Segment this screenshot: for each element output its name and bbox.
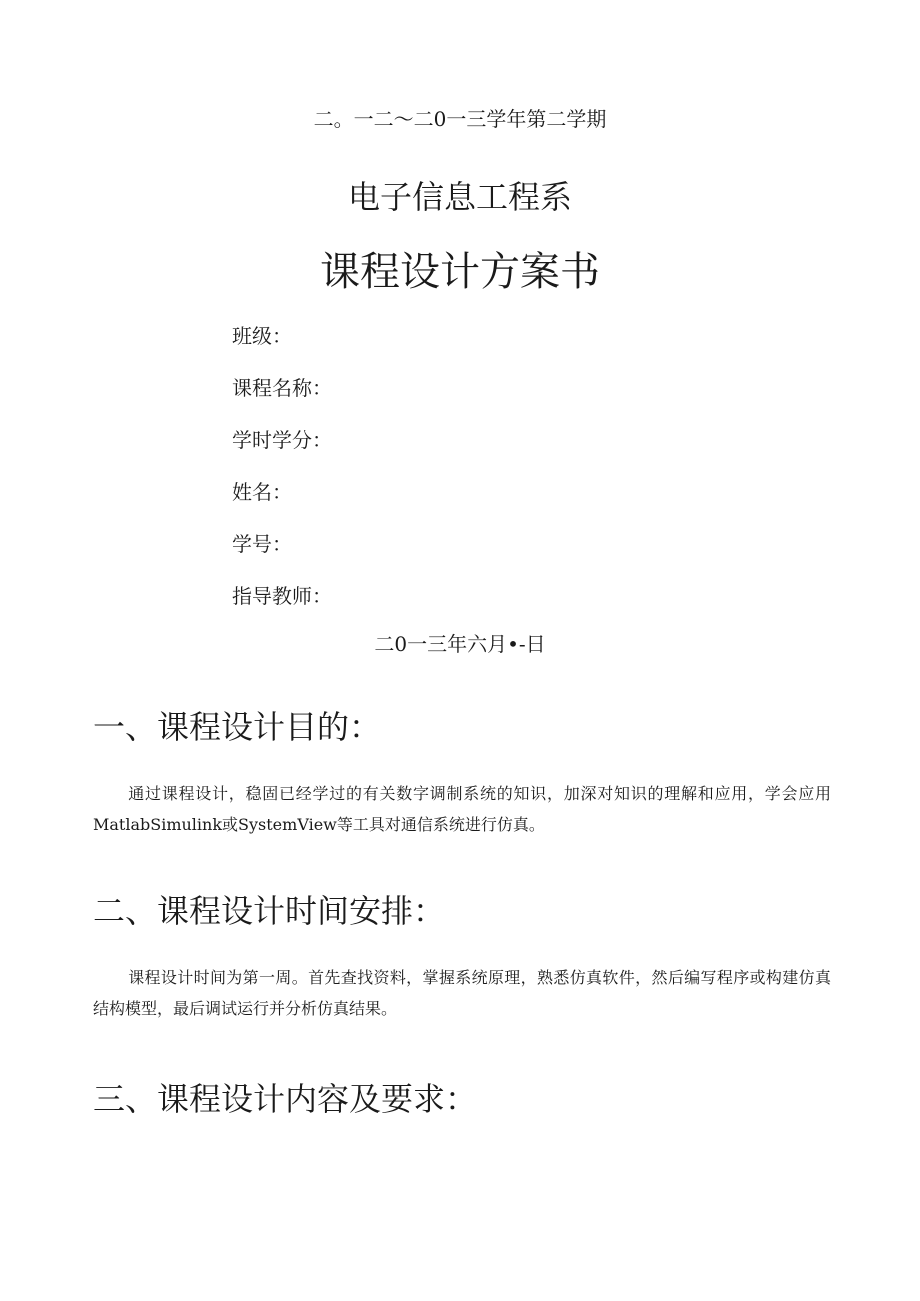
section-heading-purpose: 一、课程设计目的：	[93, 708, 382, 746]
term-line: 二。一二～二0一三学年第二学期	[313, 107, 607, 131]
document-date: 二0一三年六月•-日	[374, 632, 546, 656]
course-name-field-label: 课程名称：	[232, 376, 332, 400]
section-heading-content: 三、课程设计内容及要求：	[93, 1080, 478, 1118]
advisor-field-label: 指导教师：	[232, 584, 332, 608]
section-body-schedule: 课程设计时间为第一周。首先查找资料，掌握系统原理，熟悉仿真软件，然后编写程序或构建仿真结构模型，最后调试运行并分析仿真结果。	[93, 968, 831, 1018]
student-id-field-label: 学号：	[232, 532, 292, 556]
document-title: 课程设计方案书	[320, 249, 600, 295]
class-field-label: 班级：	[232, 324, 292, 348]
section-body-purpose: 通过课程设计，稳固已经学过的有关数字调制系统的知识，加深对知识的理解和应用，学会应用MatlabSimulink或SystemView等工具对通信系统进行仿真。	[93, 784, 831, 834]
credit-hours-field-label: 学时学分：	[232, 428, 332, 452]
section-heading-schedule: 二、课程设计时间安排：	[93, 892, 446, 930]
department-name: 电子信息工程系	[347, 178, 572, 216]
name-field-label: 姓名：	[232, 480, 292, 504]
